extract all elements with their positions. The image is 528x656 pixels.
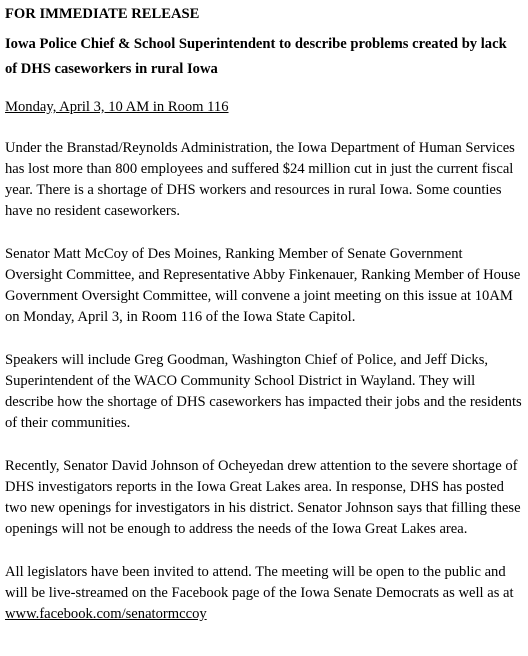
headline: Iowa Police Chief & School Superintendent to describe problems created by lack of DHS caseworkers in rural Iowa [5, 36, 507, 77]
paragraph-joint-meeting: Senator Matt McCoy of Des Moines, Ranking Member of Senate Government Oversight Committee, and Representative Abby Finkenauer, Ranking Member of House Government Oversight Committee, will convene a joint meeting on this issue at 10AM on Monday, April 3, in Room 116 of the Iowa State Capitol. [5, 246, 521, 325]
paragraph-speakers: Speakers will include Greg Goodman, Washington Chief of Police, and Jeff Dicks, Superintendent of the WACO Community School District in Wayland. They will describe how the shortage of DHS caseworkers has impacted their jobs and the residents of their communities. [5, 352, 522, 431]
facebook-link[interactable]: www.facebook.com/senatormccoy [5, 606, 207, 622]
paragraph-great-lakes: Recently, Senator David Johnson of Ocheyedan drew attention to the severe shortage of DHS investigators reports in the Iowa Great Lakes area. In response, DHS has posted two new openings for investigators in his district. Senator Johnson says that filling these openings will not be enough to address the needs of the Iowa Great Lakes area. [5, 458, 521, 537]
event-date-line: Monday, April 3, 10 AM in Room 116 [5, 99, 229, 115]
paragraph-attendance [5, 562, 523, 625]
paragraph-administration-cuts: Under the Branstad/Reynolds Administration, the Iowa Department of Human Services has lost more than 800 employees and suffered $24 million cut in just the current fiscal year. There is a shortage of DHS workers and resources in rural Iowa. Some counties have no resident caseworkers. [5, 140, 515, 219]
release-label: FOR IMMEDIATE RELEASE [5, 6, 200, 22]
attendance-text: All legislators have been invited to attend. The meeting will be open to the public and will be live-streamed on the Facebook page of the Iowa Senate Democrats as well as at [5, 564, 514, 601]
